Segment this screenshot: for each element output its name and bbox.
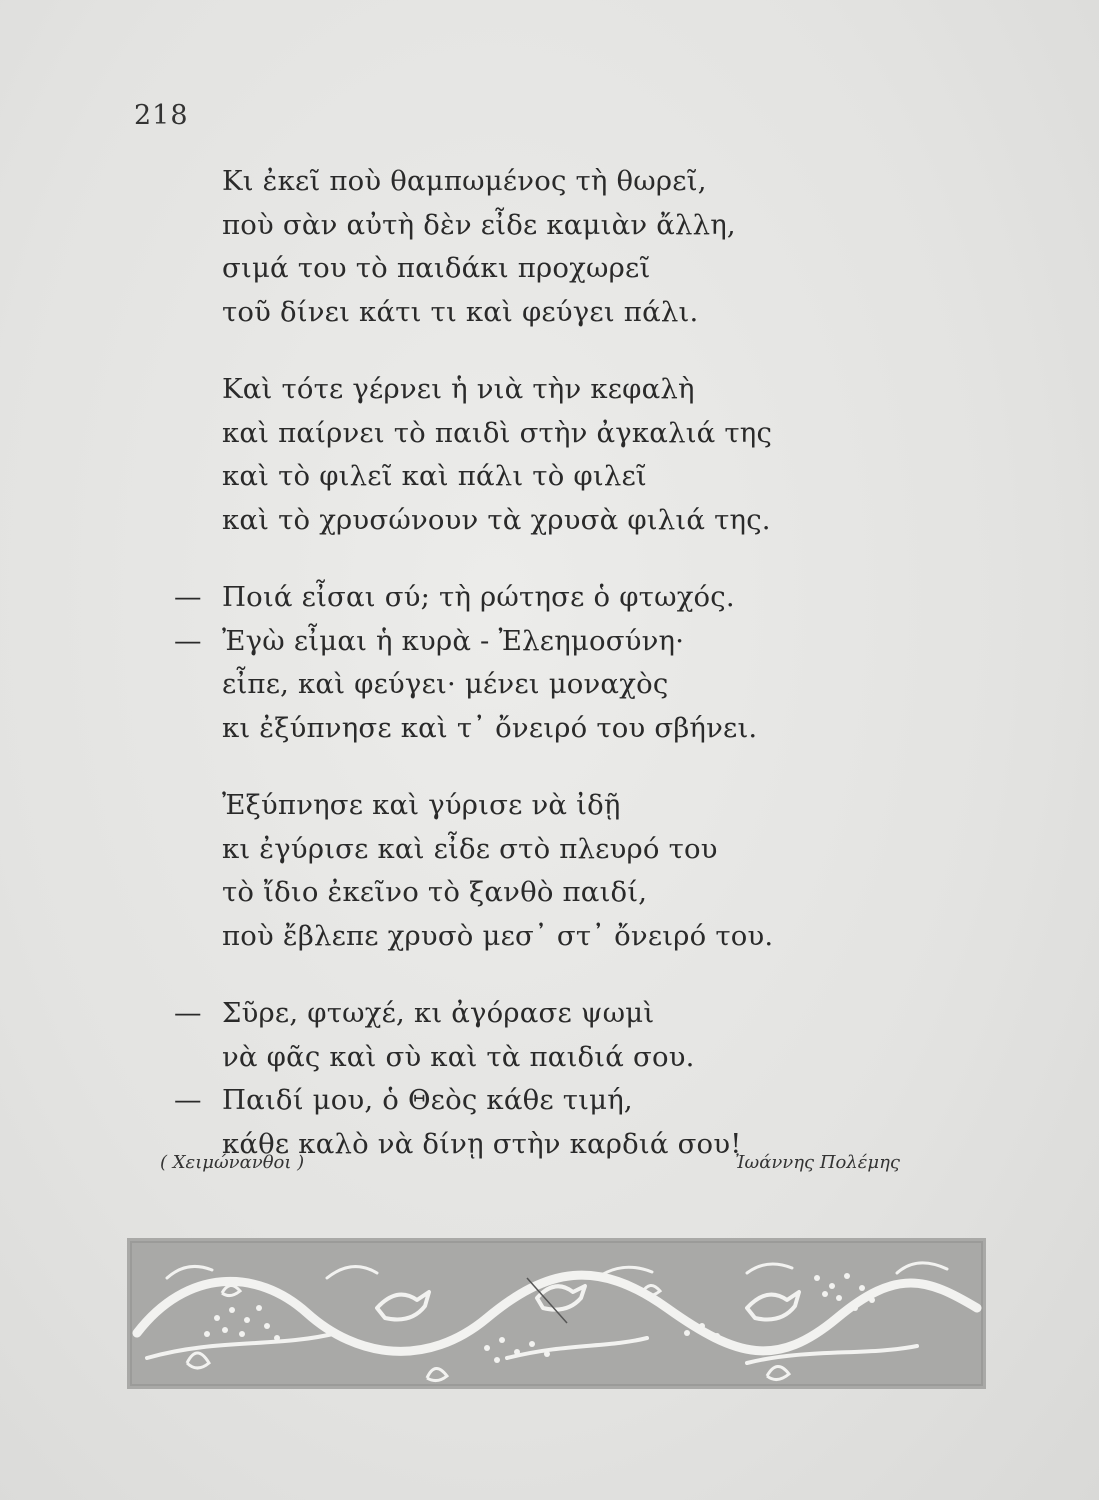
dialogue-dash: — (174, 581, 202, 613)
dialogue-dash: — (174, 1084, 202, 1116)
poem-line: ποὺ σὰν αὐτὴ δὲν εἶδε καμιὰν ἄλλη, (222, 208, 736, 241)
poem-footer (160, 1152, 900, 1182)
stanza-5 (174, 992, 922, 1166)
dialogue-dash: — (174, 624, 202, 657)
decorative-vine-bird-border-icon (127, 1238, 986, 1389)
poem-line: κι ἐγύρισε καὶ εἶδε στὸ πλευρό του (222, 832, 718, 865)
poem-line-text: Ἐγὼ εἶμαι ἡ κυρὰ - Ἐλεημοσύνη· (222, 624, 685, 657)
poem-line: τοῦ δίνει κάτι τι καὶ φεύγει πάλι. (222, 295, 699, 328)
poem-line: καὶ τὸ χρυσώνουν τὰ χρυσὰ φιλιά της. (222, 503, 771, 536)
poem-line-dialogue (174, 1079, 922, 1123)
poem-line-dialogue (174, 620, 922, 664)
poem-line-text: Σῦρε, φτωχέ, κι ἀγόρασε ψωμὶ (222, 997, 655, 1029)
poem-line: τὸ ἴδιο ἐκεῖνο τὸ ξανθὸ παιδί, (222, 876, 648, 908)
poem (174, 160, 922, 1200)
poem-line: καὶ τὸ φιλεῖ καὶ πάλι τὸ φιλεῖ (222, 460, 647, 492)
stanza-1 (222, 160, 922, 334)
poem-line: καὶ παίρνει τὸ παιδὶ στὴν ἀγκαλιά της (222, 416, 773, 449)
stanza-4 (222, 784, 922, 958)
poem-line: εἶπε, καὶ φεύγει· μένει μοναχὸς (222, 668, 669, 700)
poem-line: κι ἐξύπνησε καὶ τ᾽ ὄνειρό του σβήνει. (222, 711, 758, 744)
poem-line: Καὶ τότε γέρνει ἡ νιὰ τὴν κεφαλὴ (222, 373, 695, 405)
poem-line: Ἐξύπνησε καὶ γύρισε νὰ ἰδῇ (222, 789, 621, 821)
dialogue-dash: — (174, 997, 202, 1029)
poem-line-dialogue (174, 576, 922, 620)
page-number: 218 (134, 100, 189, 131)
stanza-3 (174, 576, 922, 750)
stanza-2 (222, 368, 922, 542)
poem-line: ποὺ ἔβλεπε χρυσὸ μεσ᾽ στ᾽ ὄνειρό του. (222, 919, 774, 952)
author-signature: Ἰωάννης Πολέμης (735, 1152, 900, 1173)
poem-line-text: Ποιά εἶσαι σύ; τὴ ρώτησε ὁ φτωχός. (222, 581, 735, 613)
poem-line: Κι ἐκεῖ ποὺ θαμπωμένος τὴ θωρεῖ, (222, 165, 707, 197)
poem-line-dialogue (174, 992, 922, 1036)
poem-line: νὰ φᾶς καὶ σὺ καὶ τὰ παιδιά σου. (222, 1040, 695, 1073)
poem-line-text: Παιδί μου, ὁ Θεὸς κάθε τιμή, (222, 1084, 633, 1116)
poem-line: σιμά του τὸ παιδάκι προχωρεῖ (222, 252, 651, 284)
source-citation: ( Χειμώνανθοι ) (160, 1152, 305, 1173)
poem-line: κάθε καλὸ νὰ δίνῃ στὴν καρδιά σου! (222, 1127, 742, 1160)
